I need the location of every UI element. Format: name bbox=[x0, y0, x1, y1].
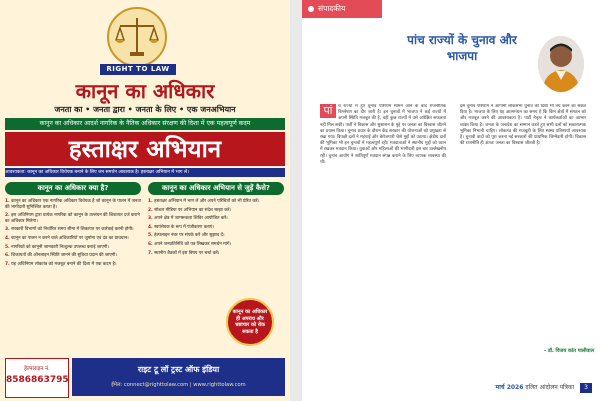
article-text-2: इस चुनाव परिणाम ने आगामी लोकसभा चुनाव की दिशा भी तय करने का संकेत दिया है। भाजपा के लिए यह आत्ममंथन का समय है कि किन क्षेत्रों में संगठन को और मजबूत करने की आवश्यकता है। पार्टी नेतृत्व ने कार्यकर्ताओं का आभार व्यक्त किया है। जनता के जनादेश का सम्मान करते हुए सभी दलों को सकारात्मक भूमिका निभानी चाहिए। लोकतंत्र की मजबूती के लिए स्वस्थ प्रतिस्पर्धा आवश्यक है। चुनावी वादों को पूरा करना नई सरकारों की प्राथमिक जिम्मेदारी होगी। विकास की राजनीति ही अंततः जनता का विश्वास जीतती है। bbox=[460, 104, 586, 147]
org-name: राइट टू लॉ ट्रस्ट ऑफ इंडिया bbox=[137, 365, 220, 374]
list-item-number: 4. bbox=[148, 224, 153, 230]
page-number: 3 bbox=[580, 383, 592, 393]
list-item-number: 7. bbox=[148, 250, 153, 256]
list-item-text: स्वयंसेवक के रूप में पंजीकरण कराएं। bbox=[154, 224, 215, 230]
list-item-number: 6. bbox=[148, 241, 153, 247]
list-item bbox=[5, 245, 141, 251]
logo-name-plate: RIGHT TO LAW bbox=[100, 64, 176, 75]
what-is-list bbox=[5, 199, 141, 267]
poster-headline: हस्ताक्षर अभियान bbox=[5, 132, 285, 166]
list-item bbox=[5, 262, 141, 268]
section-tag-label: संपादकीय bbox=[318, 4, 346, 13]
article-body-column-1 bbox=[320, 104, 446, 354]
list-item-number: 3. bbox=[148, 216, 153, 222]
helpline-number: 8586863795 bbox=[6, 375, 69, 385]
list-item-text: अपने क्षेत्र में जागरूकता शिविर आयोजित करें। bbox=[154, 216, 228, 222]
list-item-text: शिकायतों की ऑनलाइन स्थिति जानने की सुविधा प्रदान की जाएगी। bbox=[11, 253, 118, 259]
page-footer bbox=[496, 383, 592, 393]
list-item-text: हेल्पलाइन नंबर पर संपर्क करें और सुझाव दें। bbox=[154, 233, 225, 239]
helpline-box bbox=[5, 358, 69, 398]
article-title: पांच राज्यों के चुनाव और भाजपा bbox=[407, 33, 517, 63]
list-item bbox=[5, 227, 141, 233]
list-item-text: सोशल मीडिया पर अभियान का संदेश साझा करें। bbox=[154, 207, 232, 213]
author-byline: - डॉ. विजय कांत पालीवाल bbox=[544, 348, 594, 354]
list-item-number: 4. bbox=[5, 235, 10, 241]
scales-of-justice-logo bbox=[106, 6, 168, 68]
list-item-number: 6. bbox=[5, 253, 10, 259]
org-footer bbox=[72, 358, 285, 396]
list-item bbox=[5, 236, 141, 242]
list-item-number: 5. bbox=[5, 244, 10, 250]
footer-month: मार्च 2026 bbox=[495, 384, 524, 391]
list-item-number: 7. bbox=[5, 261, 10, 267]
list-item-text: अपने जनप्रतिनिधि को पत्र लिखकर समर्थन मांगें। bbox=[154, 241, 232, 247]
article-text-1: च राज्यों में हुए चुनाव परिणाम सामने आने के बाद राजनीतिक विश्लेषण का दौर जारी है। इन चुनावों में भाजपा ने कई राज्यों में अपनी स्थिति मजबूत की है, वहीं कुछ राज्यों में उसे अपेक्षित सफलता नहीं मिल सकी। पार्टी ने विकास और सुशासन के मुद्दे पर जनता का विश्वास जीतने का प्रयास किया। चुनाव प्रचार के दौरान केंद्र सरकार की योजनाओं को प्रमुखता से रखा गया। विपक्षी दलों ने महंगाई और बेरोजगारी जैसे मुद्दों को उठाया। क्षेत्रीय दलों की भूमिका भी इन चुनावों में महत्वपूर्ण रही। मतदाताओं ने स्थानीय मुद्दों को ध्यान में रखकर मतदान किया। युवाओं और महिलाओं की भागीदारी इस बार उल्लेखनीय रही। चुनाव आयोग ने शांतिपूर्ण मतदान संपन्न कराने के लिए व्यापक व्यवस्था की थी। bbox=[320, 104, 446, 165]
poster-notice-strip: आवश्यकता: कानून का अधिकार विधेयक बनाने के लिए जन समर्थन आवश्यक है। हस्ताक्षर अभियान में भाग लें। bbox=[5, 168, 285, 177]
slogan-circle: कानून का अधिकार ही अपराध और भ्रष्टाचार को रोक सकता है bbox=[226, 298, 274, 346]
list-item-number: 1. bbox=[148, 199, 153, 204]
list-item-text: यह अधिनियम लोकतंत्र को मजबूत बनाने की दिशा में एक कदम है। bbox=[11, 261, 117, 267]
bullet-icon bbox=[308, 6, 314, 12]
helpline-label: हेल्पलाइन नं. bbox=[24, 366, 50, 372]
list-item-number: 2. bbox=[148, 207, 153, 213]
campaign-poster-page bbox=[0, 0, 290, 401]
list-item-text: कानून का पालन न करने वाले अधिकारियों पर जुर्माना एवं दंड का प्रावधान। bbox=[11, 235, 129, 241]
how-to-join-list bbox=[148, 199, 284, 256]
list-item bbox=[148, 233, 284, 239]
list-item-number: 3. bbox=[5, 227, 10, 233]
list-item bbox=[5, 213, 141, 224]
article-body-column-2 bbox=[460, 104, 586, 354]
list-item-text: नागरिकों को कानूनी जानकारी निःशुल्क उपलब्ध कराई जाएगी। bbox=[11, 244, 110, 250]
section-tag bbox=[302, 0, 382, 18]
org-contact: ईमेल: connect@righttolaw.com | www.righttolaw.com bbox=[111, 382, 246, 388]
list-item bbox=[148, 225, 284, 231]
what-is-column bbox=[5, 182, 141, 352]
list-item-number: 2. bbox=[5, 213, 10, 219]
list-item-text: सरकारी विभागों को निर्धारित समय सीमा में शिकायत पर कार्रवाई करनी होगी। bbox=[11, 227, 134, 233]
list-item-number: 1. bbox=[5, 199, 10, 204]
list-item-text: हस्ताक्षर अभियान में भाग लें और अपने परिचितों को भी प्रेरित करें। bbox=[154, 199, 260, 204]
list-item bbox=[148, 216, 284, 222]
list-item bbox=[5, 253, 141, 259]
footer-magazine: दलित आंदोलन पत्रिका bbox=[525, 384, 575, 391]
list-item-text: कानून का अधिकार एक नागरिक अधिकार विधेयक है जो कानून के पालन में जनता की भागीदारी सुनिश्चित करता है। bbox=[5, 199, 141, 210]
what-is-heading: कानून का अधिकार क्या है? bbox=[5, 182, 141, 195]
editorial-page bbox=[302, 0, 600, 401]
poster-tagline-band: कानून का अधिकार आदर्श नागरिक के नैतिक अधिकार संरक्षण की दिशा में एक महत्वपूर्ण कदम bbox=[5, 118, 285, 130]
poster-subtitle: जनता का • जनता द्वारा • जनता के लिए • एक जनअभियान bbox=[54, 105, 236, 114]
list-item-number: 5. bbox=[148, 233, 153, 239]
list-item bbox=[5, 199, 141, 210]
list-item bbox=[148, 199, 284, 205]
how-to-join-heading: कानून का अधिकार अभियान से जुड़ें कैसे? bbox=[148, 182, 284, 195]
author-photo bbox=[538, 36, 584, 92]
list-item bbox=[148, 208, 284, 214]
poster-title: कानून का अधिकार bbox=[75, 79, 215, 103]
list-item-text: स्थानीय बैठकों में इस विषय पर चर्चा करें। bbox=[154, 250, 220, 256]
drop-cap: पां bbox=[320, 104, 336, 118]
list-item-text: इस अधिनियम द्वारा प्रत्येक नागरिक को कानून के उल्लंघन की शिकायत दर्ज कराने का अधिकार मिलेगा। bbox=[5, 213, 140, 224]
list-item bbox=[148, 251, 284, 257]
list-item bbox=[148, 242, 284, 248]
